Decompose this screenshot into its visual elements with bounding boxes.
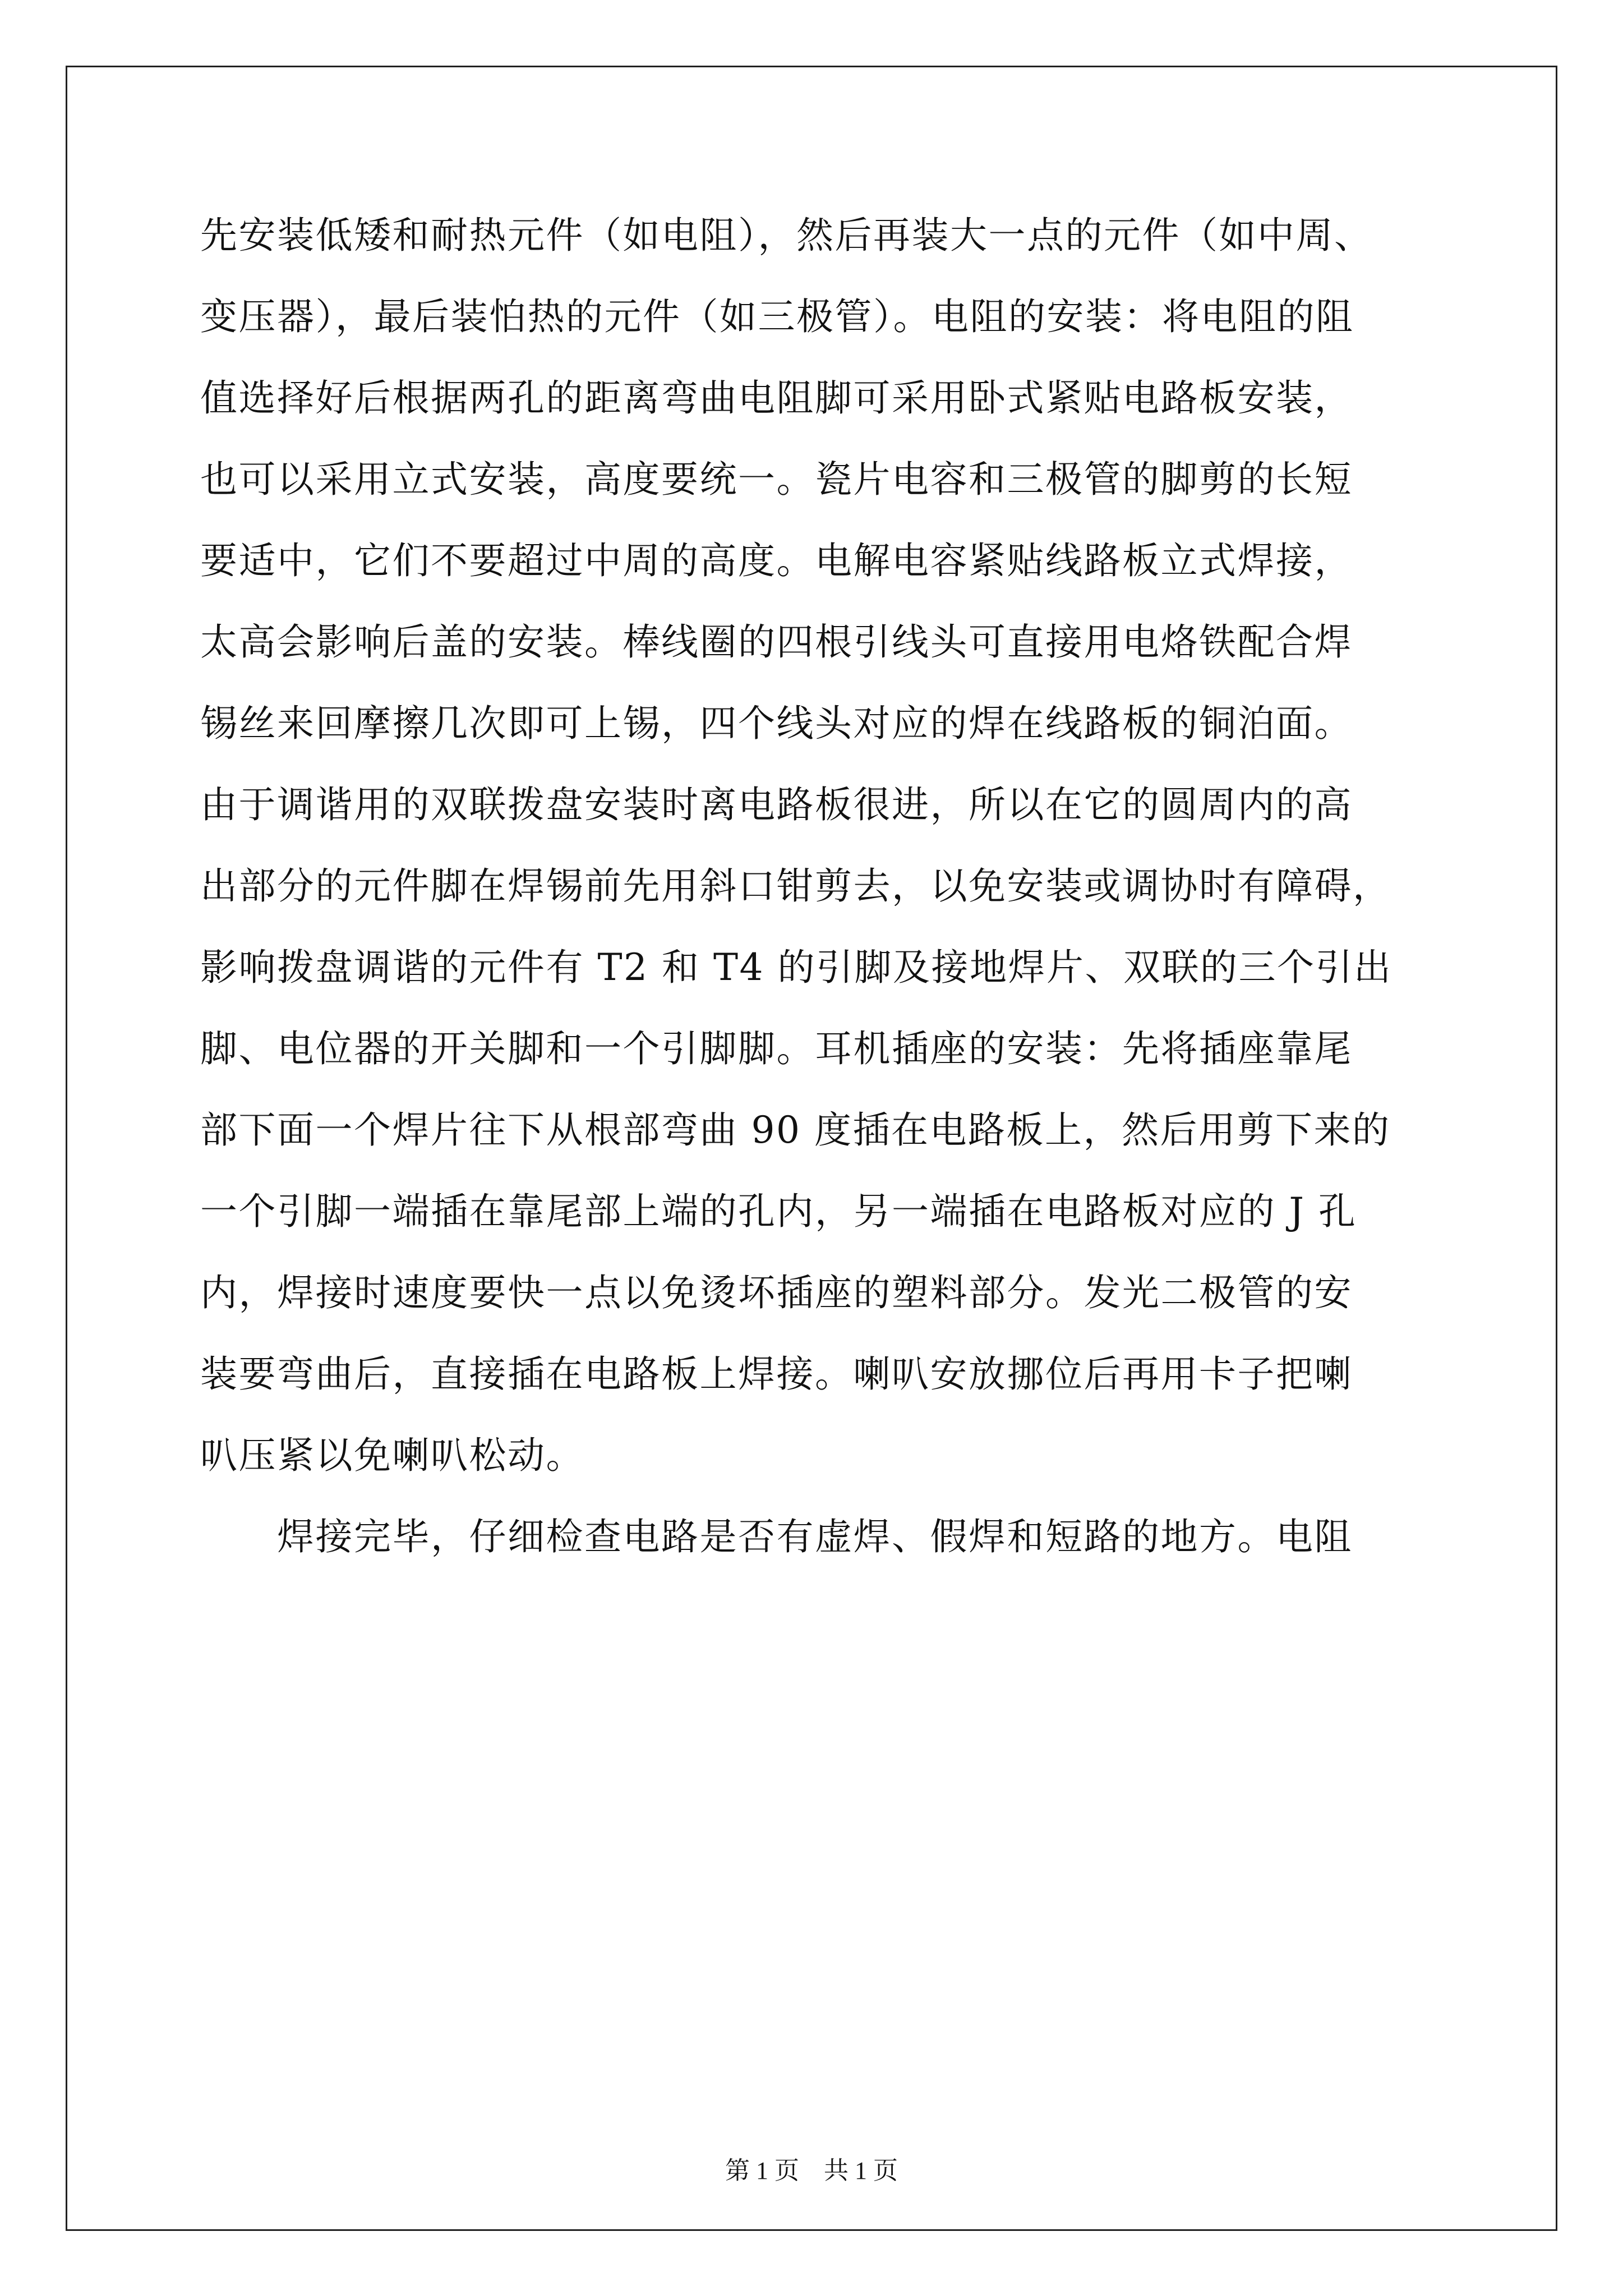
page-number-footer: 第 1 页 共 1 页	[725, 2157, 898, 2184]
text-line: 脚、电位器的开关脚和一个引脚脚。耳机插座的安装：先将插座靠尾	[200, 1027, 1353, 1070]
text-line: 影响拨盘调谐的元件有 T2 和 T4 的引脚及接地焊片、双联的三个引出	[200, 946, 1393, 989]
text-line: 叭压紧以免喇叭松动。	[200, 1434, 584, 1477]
text-line: 出部分的元件脚在焊锡前先用斜口钳剪去，以免安装或调协时有障碍，	[200, 864, 1391, 908]
text-line: 焊接完毕，仔细检查电路是否有虚焊、假焊和短路的地方。电阻	[200, 1515, 1353, 1558]
text-line: 内，焊接时速度要快一点以免烫坏插座的塑料部分。发光二极管的安	[200, 1271, 1353, 1314]
text-line: 锡丝来回摩擦几次即可上锡，四个线头对应的焊在线路板的铜泊面。	[200, 702, 1353, 745]
text-line: 值选择好后根据两孔的距离弯曲电阻脚可采用卧式紧贴电路板安装，	[200, 376, 1353, 420]
text-line: 一个引脚一端插在靠尾部上端的孔内，另一端插在电路板对应的 J 孔	[200, 1190, 1357, 1233]
text-line: 也可以采用立式安装，高度要统一。瓷片电容和三极管的脚剪的长短	[200, 458, 1353, 501]
text-line: 要适中，它们不要超过中周的高度。电解电容紧贴线路板立式焊接，	[200, 539, 1353, 582]
text-line: 先安装低矮和耐热元件（如电阻），然后再装大一点的元件（如中周、	[200, 214, 1373, 257]
text-line: 变压器），最后装怕热的元件（如三极管）。电阻的安装：将电阻的阻	[200, 295, 1354, 338]
text-line: 由于调谐用的双联拨盘安装时离电路板很进，所以在它的圆周内的高	[200, 783, 1353, 826]
text-line: 部下面一个焊片往下从根部弯曲 90 度插在电路板上，然后用剪下来的	[200, 1108, 1391, 1152]
text-line: 装要弯曲后，直接插在电路板上焊接。喇叭安放挪位后再用卡子把喇	[200, 1352, 1353, 1396]
text-line: 太高会影响后盖的安装。棒线圈的四根引线头可直接用电烙铁配合焊	[200, 620, 1353, 664]
